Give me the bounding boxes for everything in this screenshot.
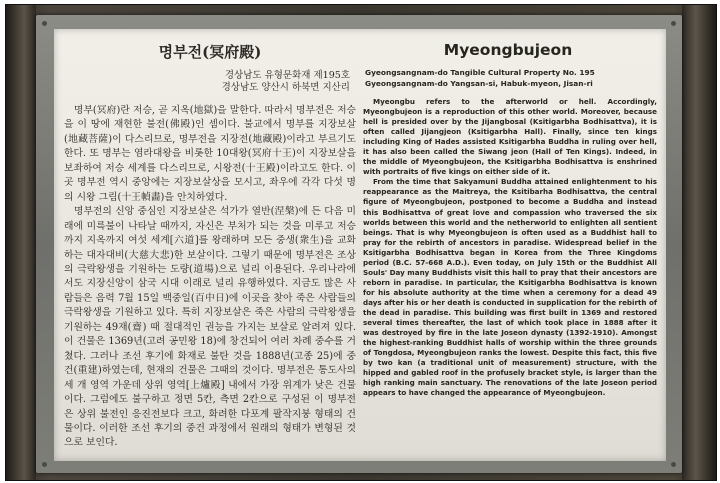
korean-heritage-info [64,70,356,94]
korean-location: 경상남도 양산시 하북면 지산리 [221,82,350,93]
english-location: Gyeongsangnam-do Yangsan-si, Habuk-myeon, Jisan-ri [365,78,593,88]
english-body [359,97,657,398]
english-paragraph: From the time that Sakyamuni Buddha attained enlightenment to his reappearance as the Maitreya, the Ksitibarha Bodhisattva, the central figure of Myeongbujeon, postponed to become a Buddha and instead this Bodhisattva of great love and compassion who traversed the six worlds between this world and the netherworld to enlighten all sentient beings. That is why Myeongbujeon is often used as a Buddhist hall to pray for the rebirth of ancestors in paradise. Widespread belief in the Ksitigarbha Bodhisattva began in Korea from the Three Kingdoms period (B.C. 57-668 A.D.). Even today, on July 15th or the Buddhist All Souls' Day many Buddhists visit this hall to pray that their ancestors are reborn in paradise. In particular, the Ksitigarbha Bodhisattva is known for his absolute authority at the time when a ceremony for a dead 49 days after his or her death is conducted in supplication for the rebirth of the dead in paradise. This building was first built in 1369 and restored several times thereafter, the last of which took place in 1888 after it was destroyed by fire in the late Joseon dynasty (1392-1910). Amongst the highest-ranking Buddhist halls of worship within the three grounds of Tongdosa, Myeongbujeon ranks the lowest. Despite this fact, this five by two kan (a traditional unit of measurement) structure, with the hipped and gabled roof in the profusely bracket style, is larger than the high ranking main sanctuary. The renovations of the late Joseon period appears to have changed the appearance of Myeongbujeon. [363,177,657,398]
english-designation: Gyeongsangnam-do Tangible Cultural Property No. 195 [365,68,595,77]
wooden-post-left [6,5,36,480]
photo [5,4,717,481]
korean-designation: 경상남도 유형문화재 제195호 [224,70,350,81]
english-column [359,39,657,398]
korean-paragraph: 명부전의 신앙 중심인 지장보살은 석가가 열반(涅槃)에 든 다음 미래에 미륵불이 나타날 때까지, 자신은 부처가 되는 것을 미루고 저승까지 지옥까지 여섯 세계[六道]를 왕래하며 모든 중생(衆生)을 교화하는 대자대비(大慈大悲)한 보살이다. 그렇기 때문에 명부전은 조상의 극락왕생을 기원하는 도량(道場)으로 널리 이용된다. 우리나라에서도 지장신앙이 삼국 시대 이래로 널리 유행하였다. 지금도 많은 사람들은 음력 7월 15일 백중일(百中日)에 이곳을 찾아 죽은 사람들의 극락왕생을 기원하고 있다. 특히 지장보살은 죽은 사람의 극락왕생을 기원하는 49재(齋) 때 절대적인 권능을 가지는 보살로 알려져 있다. 이 건물은 1369년(고려 공민왕 18)에 창건되어 여러 차례 중수를 거쳤다. 그러나 조선 후기에 화재로 불탄 것을 1888년(고종 25)에 중건(重建)하였는데, 현재의 건물은 그때의 것이다. 명부전은 통도사의 세 개 영역 가운데 상위 영역[上爐殿] 내에서 가장 위계가 낮은 건물이다. 그럼에도 불구하고 정면 5칸, 측면 2칸으로 구성된 이 명부전은 상위 불전인 응진전보다 크고, 화려한 다포계 팔작지붕 형태의 건물이다. 이러한 조선 후기의 중건 과정에서 원래의 형태가 변형된 것으로 보인다. [64,206,356,449]
bolt-icon [42,462,47,467]
english-paragraph: Myeongbu refers to the afterworld or hell. Accordingly, Myeongbujeon is a reproduction of this other world. Moreover, because hell is presided over by the Jijangbosal (Ksitigarbha Bodhisattva), it is often called Jijangjeon (Ksitigarbha Hall). Finally, since ten kings including King of Hades assisted Ksitigarbha Buddha in ruling over hell, it has also been called the Siwang jeon (Hall of Ten Kings). Indeed, in the middle of Myeongbujeon, the Ksitigarbha Bodhisattva is enshrined with portraits of five kings on either side of it. [363,97,657,177]
information-sign [54,29,666,461]
sign-frame [36,15,682,473]
bolt-icon [42,21,47,26]
bolt-icon [671,462,676,467]
korean-title: 명부전(冥府殿) [158,43,262,61]
korean-paragraph: 명부(冥府)란 저승, 곧 지옥(地獄)을 말한다. 따라서 명부전은 저승을 이 땅에 재현한 불전(佛殿)인 셈이다. 불교에서 명부를 지장보살(地藏菩薩)이 다스리므로, 명부전을 지장전(地藏殿)이라고 부르기도 한다. 또 명부는 염라대왕을 비롯한 10대왕(冥府十王)이 지장보살을 보좌하여 저승 세계를 다스리므로, 시왕전(十王殿)이라고도 한다. 이곳 명부전 역시 중앙에는 지장보살상을 모시고, 좌우에 각각 다섯 명의 시왕 그림(十王幀畵)을 안치하였다. [64,105,356,203]
korean-column [64,39,356,451]
bolt-icon [671,21,676,26]
english-heritage-info [359,68,657,89]
metal-post-right [682,5,716,480]
korean-body [64,104,356,451]
english-title: Myeongbujeon [443,41,573,59]
